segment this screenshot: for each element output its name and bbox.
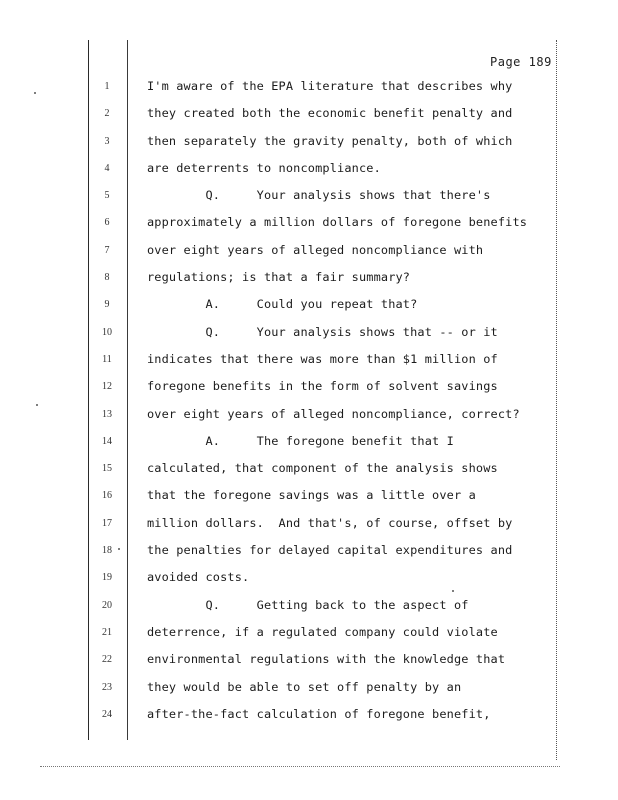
transcript-line: calculated, that component of the analysis shows xyxy=(147,461,498,476)
line-number: 7 xyxy=(104,244,110,256)
line-number: 15 xyxy=(102,463,112,475)
line-number-column xyxy=(88,73,126,728)
transcript-line: that the foregone savings was a little over a xyxy=(147,488,476,503)
line-number: 12 xyxy=(102,381,112,393)
scan-speck xyxy=(452,590,454,592)
transcript-line: avoided costs. xyxy=(147,570,250,585)
line-number: 14 xyxy=(102,435,112,447)
transcript-line: indicates that there was more than $1 million of xyxy=(147,351,498,366)
transcript-line: Q. Your analysis shows that there's xyxy=(147,188,491,203)
line-number: 6 xyxy=(104,217,110,229)
transcript-line: I'm aware of the EPA literature that describes why xyxy=(147,79,513,93)
line-number: 23 xyxy=(102,681,112,693)
line-number: 21 xyxy=(102,626,112,638)
line-number: 24 xyxy=(102,708,112,720)
page-number: Page 189 xyxy=(490,55,552,69)
line-number: 13 xyxy=(102,408,112,420)
transcript-line: environmental regulations with the knowledge that xyxy=(147,652,506,667)
transcript-text xyxy=(147,73,557,728)
transcript-line: over eight years of alleged noncompliance, correct? xyxy=(147,406,520,421)
line-number: 22 xyxy=(102,654,112,666)
line-number: 9 xyxy=(104,299,110,311)
transcript-line: approximately a million dollars of foregone benefits xyxy=(147,215,528,230)
transcript-line: over eight years of alleged noncompliance with xyxy=(147,242,484,257)
line-number: 5 xyxy=(104,190,110,202)
transcript-line: foregone benefits in the form of solvent savings xyxy=(147,379,498,394)
transcript-line: they would be able to set off penalty by an xyxy=(147,679,462,694)
transcript-line: the penalties for delayed capital expenditures and xyxy=(147,543,513,558)
line-number: 1 xyxy=(104,81,110,92)
line-number: 20 xyxy=(102,599,112,611)
scan-speck xyxy=(34,92,36,94)
transcript-line: they created both the economic benefit penalty and xyxy=(147,106,513,121)
line-number: 3 xyxy=(104,135,110,147)
transcript-line: regulations; is that a fair summary? xyxy=(147,270,411,285)
transcript-line: A. Could you repeat that? xyxy=(147,297,418,312)
transcript-line: then separately the gravity penalty, both of which xyxy=(147,133,513,148)
line-number: 18 xyxy=(102,545,112,557)
line-number: 10 xyxy=(102,326,112,338)
line-number: 11 xyxy=(102,353,112,365)
line-number-rule xyxy=(127,40,128,740)
scan-speck xyxy=(36,404,38,406)
transcript-line: A. The foregone benefit that I xyxy=(147,433,454,448)
transcript-line: Q. Your analysis shows that -- or it xyxy=(147,324,498,339)
transcript-line: million dollars. And that's, of course, offset by xyxy=(147,515,513,530)
footer-scan-artifact xyxy=(40,766,560,767)
transcript-line: Q. Getting back to the aspect of xyxy=(147,597,469,612)
line-number: 17 xyxy=(102,517,112,529)
line-number: 19 xyxy=(102,572,112,584)
transcript-line: after-the-fact calculation of foregone benefit, xyxy=(147,706,491,721)
scan-speck xyxy=(118,548,120,550)
line-number: 4 xyxy=(104,162,110,174)
transcript-line: deterrence, if a regulated company could violate xyxy=(147,624,498,639)
line-number: 16 xyxy=(102,490,112,502)
line-number: 2 xyxy=(104,108,110,120)
transcript-line: are deterrents to noncompliance. xyxy=(147,160,381,175)
line-number: 8 xyxy=(104,272,110,284)
